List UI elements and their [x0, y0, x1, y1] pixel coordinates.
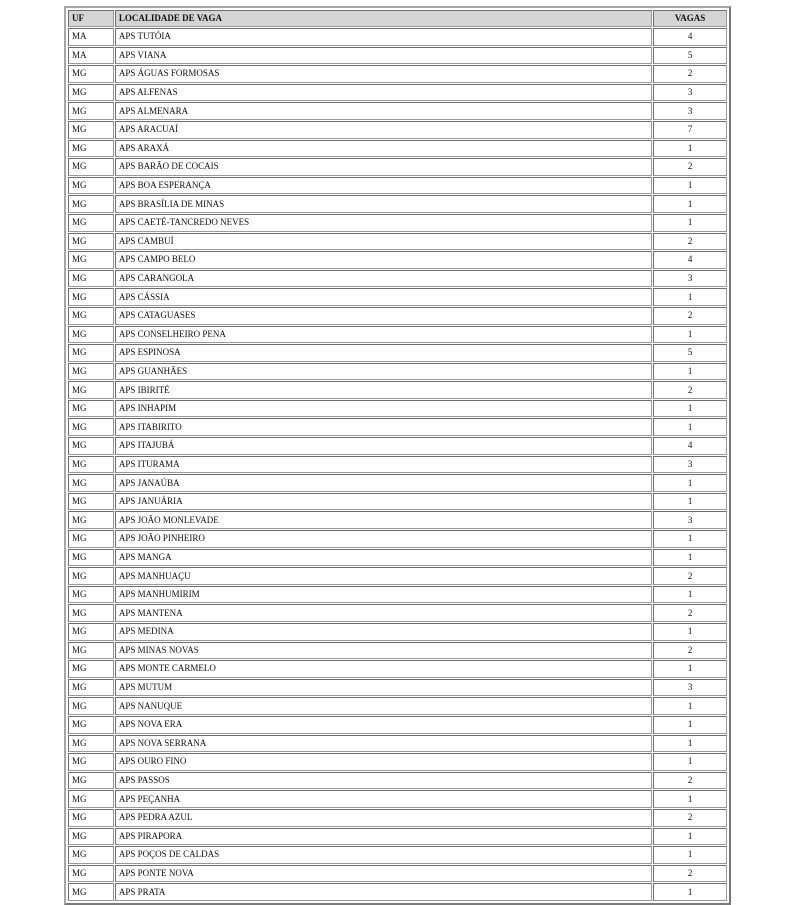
table-row [68, 567, 727, 585]
cell-localidade: APS NANUQUE [115, 697, 652, 715]
cell-vagas: 1 [653, 828, 727, 846]
table-row [68, 344, 727, 362]
cell-uf: MG [68, 381, 114, 399]
table-row [68, 604, 727, 622]
cell-vagas: 2 [653, 381, 727, 399]
header-vagas: VAGAS [653, 10, 727, 27]
table-row [68, 195, 727, 213]
table-row [68, 418, 727, 436]
cell-uf: MG [68, 400, 114, 418]
table-row [68, 84, 727, 102]
cell-localidade: APS JANUÁRIA [115, 493, 652, 511]
cell-uf: MG [68, 121, 114, 139]
table-row [68, 511, 727, 529]
cell-vagas: 1 [653, 735, 727, 753]
table-row [68, 65, 727, 83]
cell-uf: MG [68, 530, 114, 548]
cell-uf: MG [68, 65, 114, 83]
cell-uf: MG [68, 493, 114, 511]
cell-vagas: 1 [653, 753, 727, 771]
cell-vagas: 3 [653, 270, 727, 288]
header-localidade: LOCALIDADE DE VAGA [115, 10, 652, 27]
table-row [68, 865, 727, 883]
cell-vagas: 1 [653, 177, 727, 195]
cell-uf: MG [68, 511, 114, 529]
table-row [68, 47, 727, 65]
cell-vagas: 2 [653, 158, 727, 176]
cell-localidade: APS MONTE CARMELO [115, 660, 652, 678]
cell-uf: MG [68, 809, 114, 827]
cell-vagas: 1 [653, 140, 727, 158]
cell-localidade: APS ALFENAS [115, 84, 652, 102]
cell-uf: MG [68, 195, 114, 213]
cell-localidade: APS CAETÉ-TANCREDO NEVES [115, 214, 652, 232]
table-row [68, 233, 727, 251]
cell-vagas: 2 [653, 307, 727, 325]
cell-vagas: 5 [653, 344, 727, 362]
cell-localidade: APS CATAGUASES [115, 307, 652, 325]
cell-uf: MG [68, 474, 114, 492]
cell-uf: MG [68, 418, 114, 436]
cell-localidade: APS PASSOS [115, 772, 652, 790]
table-header-row [68, 10, 727, 27]
cell-uf: MG [68, 697, 114, 715]
table-row [68, 177, 727, 195]
table-row [68, 846, 727, 864]
table-row [68, 679, 727, 697]
cell-localidade: APS ARACUAÍ [115, 121, 652, 139]
cell-uf: MG [68, 790, 114, 808]
table-row [68, 828, 727, 846]
cell-localidade: APS PIRAPORA [115, 828, 652, 846]
cell-vagas: 1 [653, 418, 727, 436]
cell-localidade: APS OURO FINO [115, 753, 652, 771]
cell-vagas: 2 [653, 233, 727, 251]
cell-uf: MG [68, 270, 114, 288]
cell-localidade: APS MANHUAÇU [115, 567, 652, 585]
cell-localidade: APS PRATA [115, 883, 652, 901]
table-row [68, 307, 727, 325]
cell-uf: MG [68, 102, 114, 120]
cell-localidade: APS GUANHÃES [115, 363, 652, 381]
cell-localidade: APS POÇOS DE CALDAS [115, 846, 652, 864]
cell-localidade: APS CONSELHEIRO PENA [115, 326, 652, 344]
table-row [68, 809, 727, 827]
cell-localidade: APS MANGA [115, 549, 652, 567]
cell-uf: MG [68, 363, 114, 381]
table-row [68, 772, 727, 790]
cell-localidade: APS ARAXÁ [115, 140, 652, 158]
cell-vagas: 1 [653, 288, 727, 306]
cell-localidade: APS INHAPIM [115, 400, 652, 418]
cell-vagas: 3 [653, 456, 727, 474]
cell-localidade: APS MINAS NOVAS [115, 642, 652, 660]
cell-localidade: APS VIANA [115, 47, 652, 65]
cell-vagas: 3 [653, 102, 727, 120]
table-row [68, 790, 727, 808]
table-row [68, 28, 727, 46]
cell-localidade: APS IBIRITÉ [115, 381, 652, 399]
cell-vagas: 5 [653, 47, 727, 65]
cell-vagas: 2 [653, 772, 727, 790]
cell-localidade: APS MEDINA [115, 623, 652, 641]
table-row [68, 270, 727, 288]
cell-uf: MG [68, 158, 114, 176]
cell-localidade: APS CÁSSIA [115, 288, 652, 306]
cell-vagas: 7 [653, 121, 727, 139]
cell-localidade: APS ITAJUBÁ [115, 437, 652, 455]
cell-vagas: 1 [653, 493, 727, 511]
cell-uf: MG [68, 567, 114, 585]
cell-uf: MG [68, 716, 114, 734]
cell-uf: MG [68, 642, 114, 660]
cell-vagas: 1 [653, 400, 727, 418]
header-uf: UF [68, 10, 114, 27]
cell-vagas: 2 [653, 604, 727, 622]
table-row [68, 549, 727, 567]
cell-vagas: 2 [653, 567, 727, 585]
cell-localidade: APS ESPINOSA [115, 344, 652, 362]
cell-vagas: 1 [653, 530, 727, 548]
cell-uf: MG [68, 828, 114, 846]
cell-localidade: APS PEDRA AZUL [115, 809, 652, 827]
table-row [68, 753, 727, 771]
cell-uf: MG [68, 865, 114, 883]
table-row [68, 158, 727, 176]
cell-vagas: 1 [653, 883, 727, 901]
cell-uf: MA [68, 47, 114, 65]
cell-uf: MG [68, 233, 114, 251]
cell-uf: MG [68, 883, 114, 901]
table-row [68, 642, 727, 660]
cell-uf: MG [68, 326, 114, 344]
table-row [68, 214, 727, 232]
cell-uf: MG [68, 772, 114, 790]
cell-vagas: 1 [653, 623, 727, 641]
cell-uf: MG [68, 604, 114, 622]
table-row [68, 456, 727, 474]
cell-localidade: APS BARÃO DE COCAIS [115, 158, 652, 176]
cell-uf: MG [68, 437, 114, 455]
cell-localidade: APS CARANGOLA [115, 270, 652, 288]
table-row [68, 493, 727, 511]
cell-vagas: 2 [653, 865, 727, 883]
cell-localidade: APS PONTE NOVA [115, 865, 652, 883]
cell-uf: MG [68, 214, 114, 232]
table-row [68, 530, 727, 548]
cell-localidade: APS TUTÓIA [115, 28, 652, 46]
cell-vagas: 3 [653, 84, 727, 102]
cell-vagas: 1 [653, 846, 727, 864]
cell-localidade: APS JOÃO PINHEIRO [115, 530, 652, 548]
table-row [68, 660, 727, 678]
cell-vagas: 1 [653, 474, 727, 492]
table-row [68, 121, 727, 139]
cell-localidade: APS JOÃO MONLEVADE [115, 511, 652, 529]
cell-localidade: APS MUTUM [115, 679, 652, 697]
cell-localidade: APS CAMBUÍ [115, 233, 652, 251]
cell-uf: MG [68, 623, 114, 641]
cell-localidade: APS PEÇANHA [115, 790, 652, 808]
table-row [68, 140, 727, 158]
table-body [68, 28, 727, 901]
cell-localidade: APS ITURAMA [115, 456, 652, 474]
cell-uf: MG [68, 307, 114, 325]
cell-vagas: 3 [653, 679, 727, 697]
table-row [68, 400, 727, 418]
table-row [68, 437, 727, 455]
cell-vagas: 4 [653, 28, 727, 46]
cell-localidade: APS NOVA SERRANA [115, 735, 652, 753]
cell-localidade: APS CAMPO BELO [115, 251, 652, 269]
cell-vagas: 1 [653, 195, 727, 213]
cell-uf: MG [68, 679, 114, 697]
cell-localidade: APS ITABIRITO [115, 418, 652, 436]
cell-vagas: 2 [653, 642, 727, 660]
cell-uf: MG [68, 735, 114, 753]
cell-uf: MG [68, 251, 114, 269]
cell-localidade: APS MANHUMIRIM [115, 586, 652, 604]
table-row [68, 102, 727, 120]
cell-vagas: 1 [653, 214, 727, 232]
cell-localidade: APS ALMENARA [115, 102, 652, 120]
cell-localidade: APS MANTENA [115, 604, 652, 622]
cell-uf: MG [68, 586, 114, 604]
cell-vagas: 1 [653, 697, 727, 715]
cell-uf: MG [68, 344, 114, 362]
vacancy-table [67, 9, 728, 902]
table-row [68, 363, 727, 381]
cell-localidade: APS BRASÍLIA DE MINAS [115, 195, 652, 213]
cell-uf: MG [68, 84, 114, 102]
cell-vagas: 1 [653, 549, 727, 567]
table-row [68, 474, 727, 492]
table-row [68, 716, 727, 734]
cell-vagas: 2 [653, 809, 727, 827]
cell-vagas: 1 [653, 363, 727, 381]
cell-uf: MA [68, 28, 114, 46]
cell-vagas: 2 [653, 65, 727, 83]
table-row [68, 883, 727, 901]
table-row [68, 251, 727, 269]
table-row [68, 288, 727, 306]
table-row [68, 381, 727, 399]
cell-vagas: 1 [653, 326, 727, 344]
cell-vagas: 4 [653, 251, 727, 269]
cell-localidade: APS BOA ESPERANÇA [115, 177, 652, 195]
cell-vagas: 1 [653, 586, 727, 604]
cell-vagas: 3 [653, 511, 727, 529]
cell-localidade: APS NOVA ERA [115, 716, 652, 734]
cell-vagas: 1 [653, 716, 727, 734]
table-row [68, 735, 727, 753]
cell-uf: MG [68, 456, 114, 474]
cell-uf: MG [68, 177, 114, 195]
cell-vagas: 4 [653, 437, 727, 455]
cell-uf: MG [68, 660, 114, 678]
table-row [68, 326, 727, 344]
cell-uf: MG [68, 549, 114, 567]
cell-vagas: 1 [653, 790, 727, 808]
cell-uf: MG [68, 753, 114, 771]
cell-uf: MG [68, 288, 114, 306]
cell-vagas: 1 [653, 660, 727, 678]
table-row [68, 586, 727, 604]
cell-uf: MG [68, 846, 114, 864]
cell-localidade: APS JANAÚBA [115, 474, 652, 492]
table-row [68, 623, 727, 641]
cell-localidade: APS ÁGUAS FORMOSAS [115, 65, 652, 83]
cell-uf: MG [68, 140, 114, 158]
vacancy-table-frame [64, 6, 731, 905]
table-row [68, 697, 727, 715]
